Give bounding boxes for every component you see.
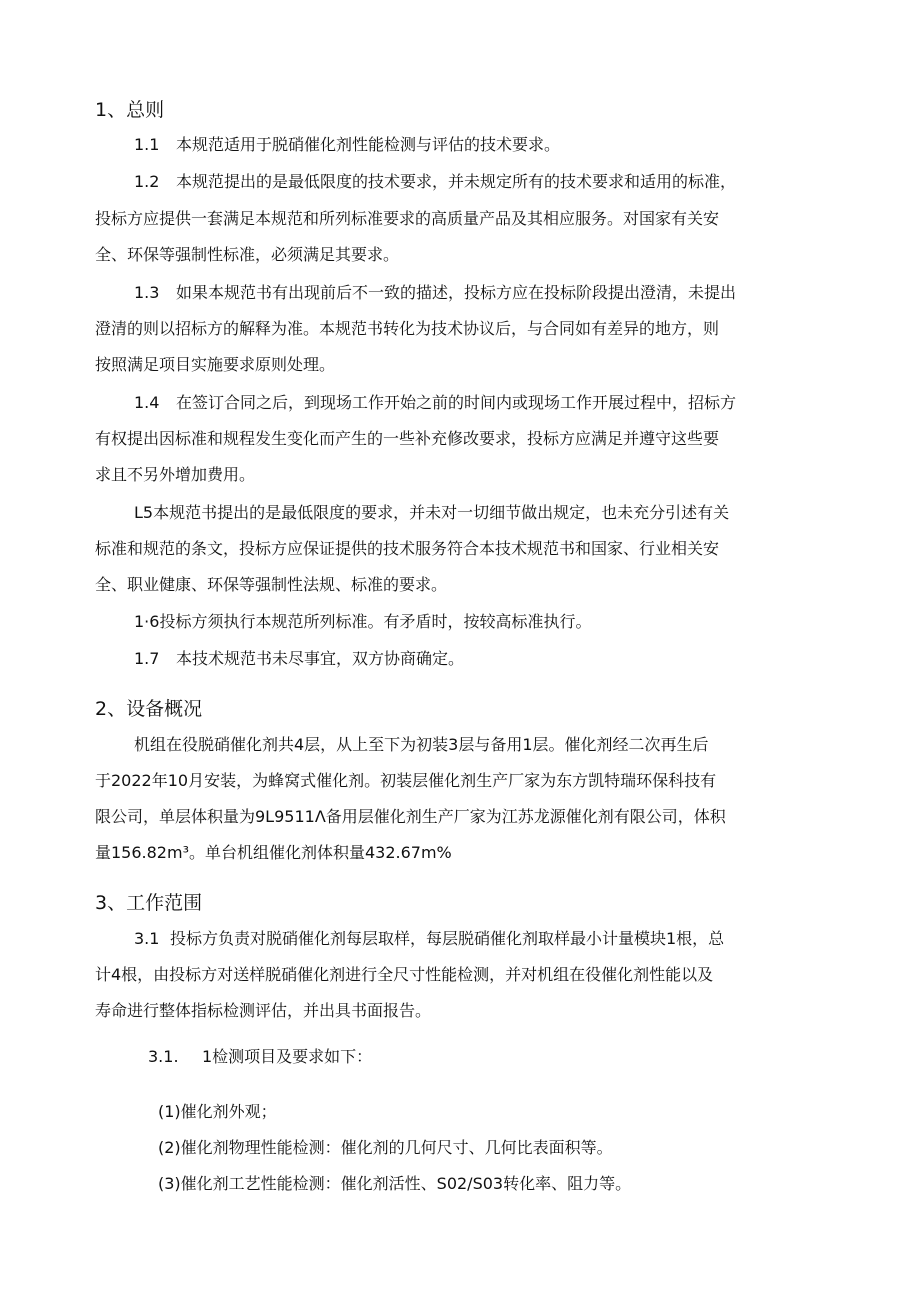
- paragraph-3-1-line-2: 计4根，由投标方对送样脱硝催化剂进行全尺寸性能检测，并对机组在役催化剂性能以及: [95, 965, 714, 984]
- section-2-line-3: 限公司，单层体积量为9L9511Λ备用层催化剂生产厂家为江苏龙源催化剂有限公司，体积: [95, 807, 726, 826]
- section-1-heading: 1、总则: [95, 99, 165, 121]
- paragraph-1-5-line-2: 标准和规范的条文，投标方应保证提供的技术服务符合本技术规范书和国家、行业相关安: [95, 539, 720, 558]
- clause-number: 1.4: [134, 393, 160, 412]
- paragraph-1-2-line-1: [134, 171, 736, 193]
- section-3-heading: 3、工作范围: [95, 892, 203, 914]
- paragraph-line: 在签订合同之后，到现场工作开始之前的时间内或现场工作开展过程中，招标方: [176, 393, 737, 412]
- paragraph-3-1-line-3: 寿命进行整体指标检测评估，并出具书面报告。: [95, 1001, 432, 1020]
- paragraph-line: 投标方负责对脱硝催化剂每层取样，每层脱硝催化剂取样最小计量模块1根，总: [170, 929, 725, 948]
- section-2-line-1: 机组在役脱硝催化剂共4层，从上至下为初装3层与备用1层。催化剂经二次再生后: [134, 735, 709, 754]
- paragraph-1-7: [134, 648, 464, 670]
- paragraph-line: 如果本规范书有出现前后不一致的描述，投标方应在投标阶段提出澄清，未提出: [176, 283, 737, 302]
- paragraph-1-3-line-3: 按照满足项目实施要求原则处理。: [95, 355, 336, 374]
- clause-number: 1.3: [134, 283, 160, 302]
- clause-number: 1.1: [134, 135, 160, 154]
- paragraph-1-5-line-3: 全、职业健康、环保等强制性法规、标准的要求。: [95, 575, 448, 594]
- clause-number: 3.1.: [148, 1047, 179, 1066]
- paragraph-line: 本规范适用于脱硝催化剂性能检测与评估的技术要求。: [176, 135, 561, 154]
- subclause-3-1-1: [148, 1046, 372, 1068]
- paragraph-line: 本技术规范书未尽事宜，双方协商确定。: [176, 649, 465, 668]
- paragraph-1-2-line-2: 投标方应提供一套满足本规范和所列标准要求的高质量产品及其相应服务。对国家有关安: [95, 209, 720, 228]
- list-item: (1)催化剂外观；: [158, 1102, 277, 1121]
- section-2-line-2: 于2022年10月安装，为蜂窝式催化剂。初装层催化剂生产厂家为东方凯特瑞环保科技有: [95, 771, 717, 790]
- paragraph-line: 本规范提出的是最低限度的技术要求，并未规定所有的技术要求和适用的标准，: [176, 172, 737, 191]
- subclause-text: 1检测项目及要求如下：: [202, 1047, 373, 1066]
- section-2-line-4: 量156.82m³。单台机组催化剂体积量432.67m%: [95, 843, 452, 862]
- paragraph-1-1: [134, 134, 560, 156]
- paragraph-1-6: 1·6投标方须执行本规范所列标准。有矛盾时，按较高标准执行。: [134, 612, 592, 631]
- clause-number: 3.1: [134, 929, 160, 948]
- paragraph-1-5-line-1: L5本规范书提出的是最低限度的要求，并未对一切细节做出规定，也未充分引述有关: [134, 503, 730, 522]
- clause-number: 1.2: [134, 172, 160, 191]
- paragraph-1-4-line-3: 求且不另外增加费用。: [95, 465, 256, 484]
- list-item: (2)催化剂物理性能检测：催化剂的几何尺寸、几何比表面积等。: [158, 1138, 613, 1157]
- paragraph-1-2-line-3: 全、环保等强制性标准，必须满足其要求。: [95, 245, 400, 264]
- paragraph-1-4-line-1: [134, 392, 736, 414]
- list-item: (3)催化剂工艺性能检测：催化剂活性、S02/S03转化率、阻力等。: [158, 1174, 632, 1193]
- paragraph-1-3-line-1: [134, 282, 736, 304]
- paragraph-1-4-line-2: 有权提出因标准和规程发生变化而产生的一些补充修改要求，投标方应满足并遵守这些要: [95, 429, 720, 448]
- paragraph-1-3-line-2: 澄清的则以招标方的解释为准。本规范书转化为技术协议后，与合同如有差异的地方，则: [95, 319, 720, 338]
- paragraph-3-1-line-1: [134, 928, 724, 950]
- clause-number: 1.7: [134, 649, 160, 668]
- section-2-heading: 2、设备概况: [95, 698, 203, 720]
